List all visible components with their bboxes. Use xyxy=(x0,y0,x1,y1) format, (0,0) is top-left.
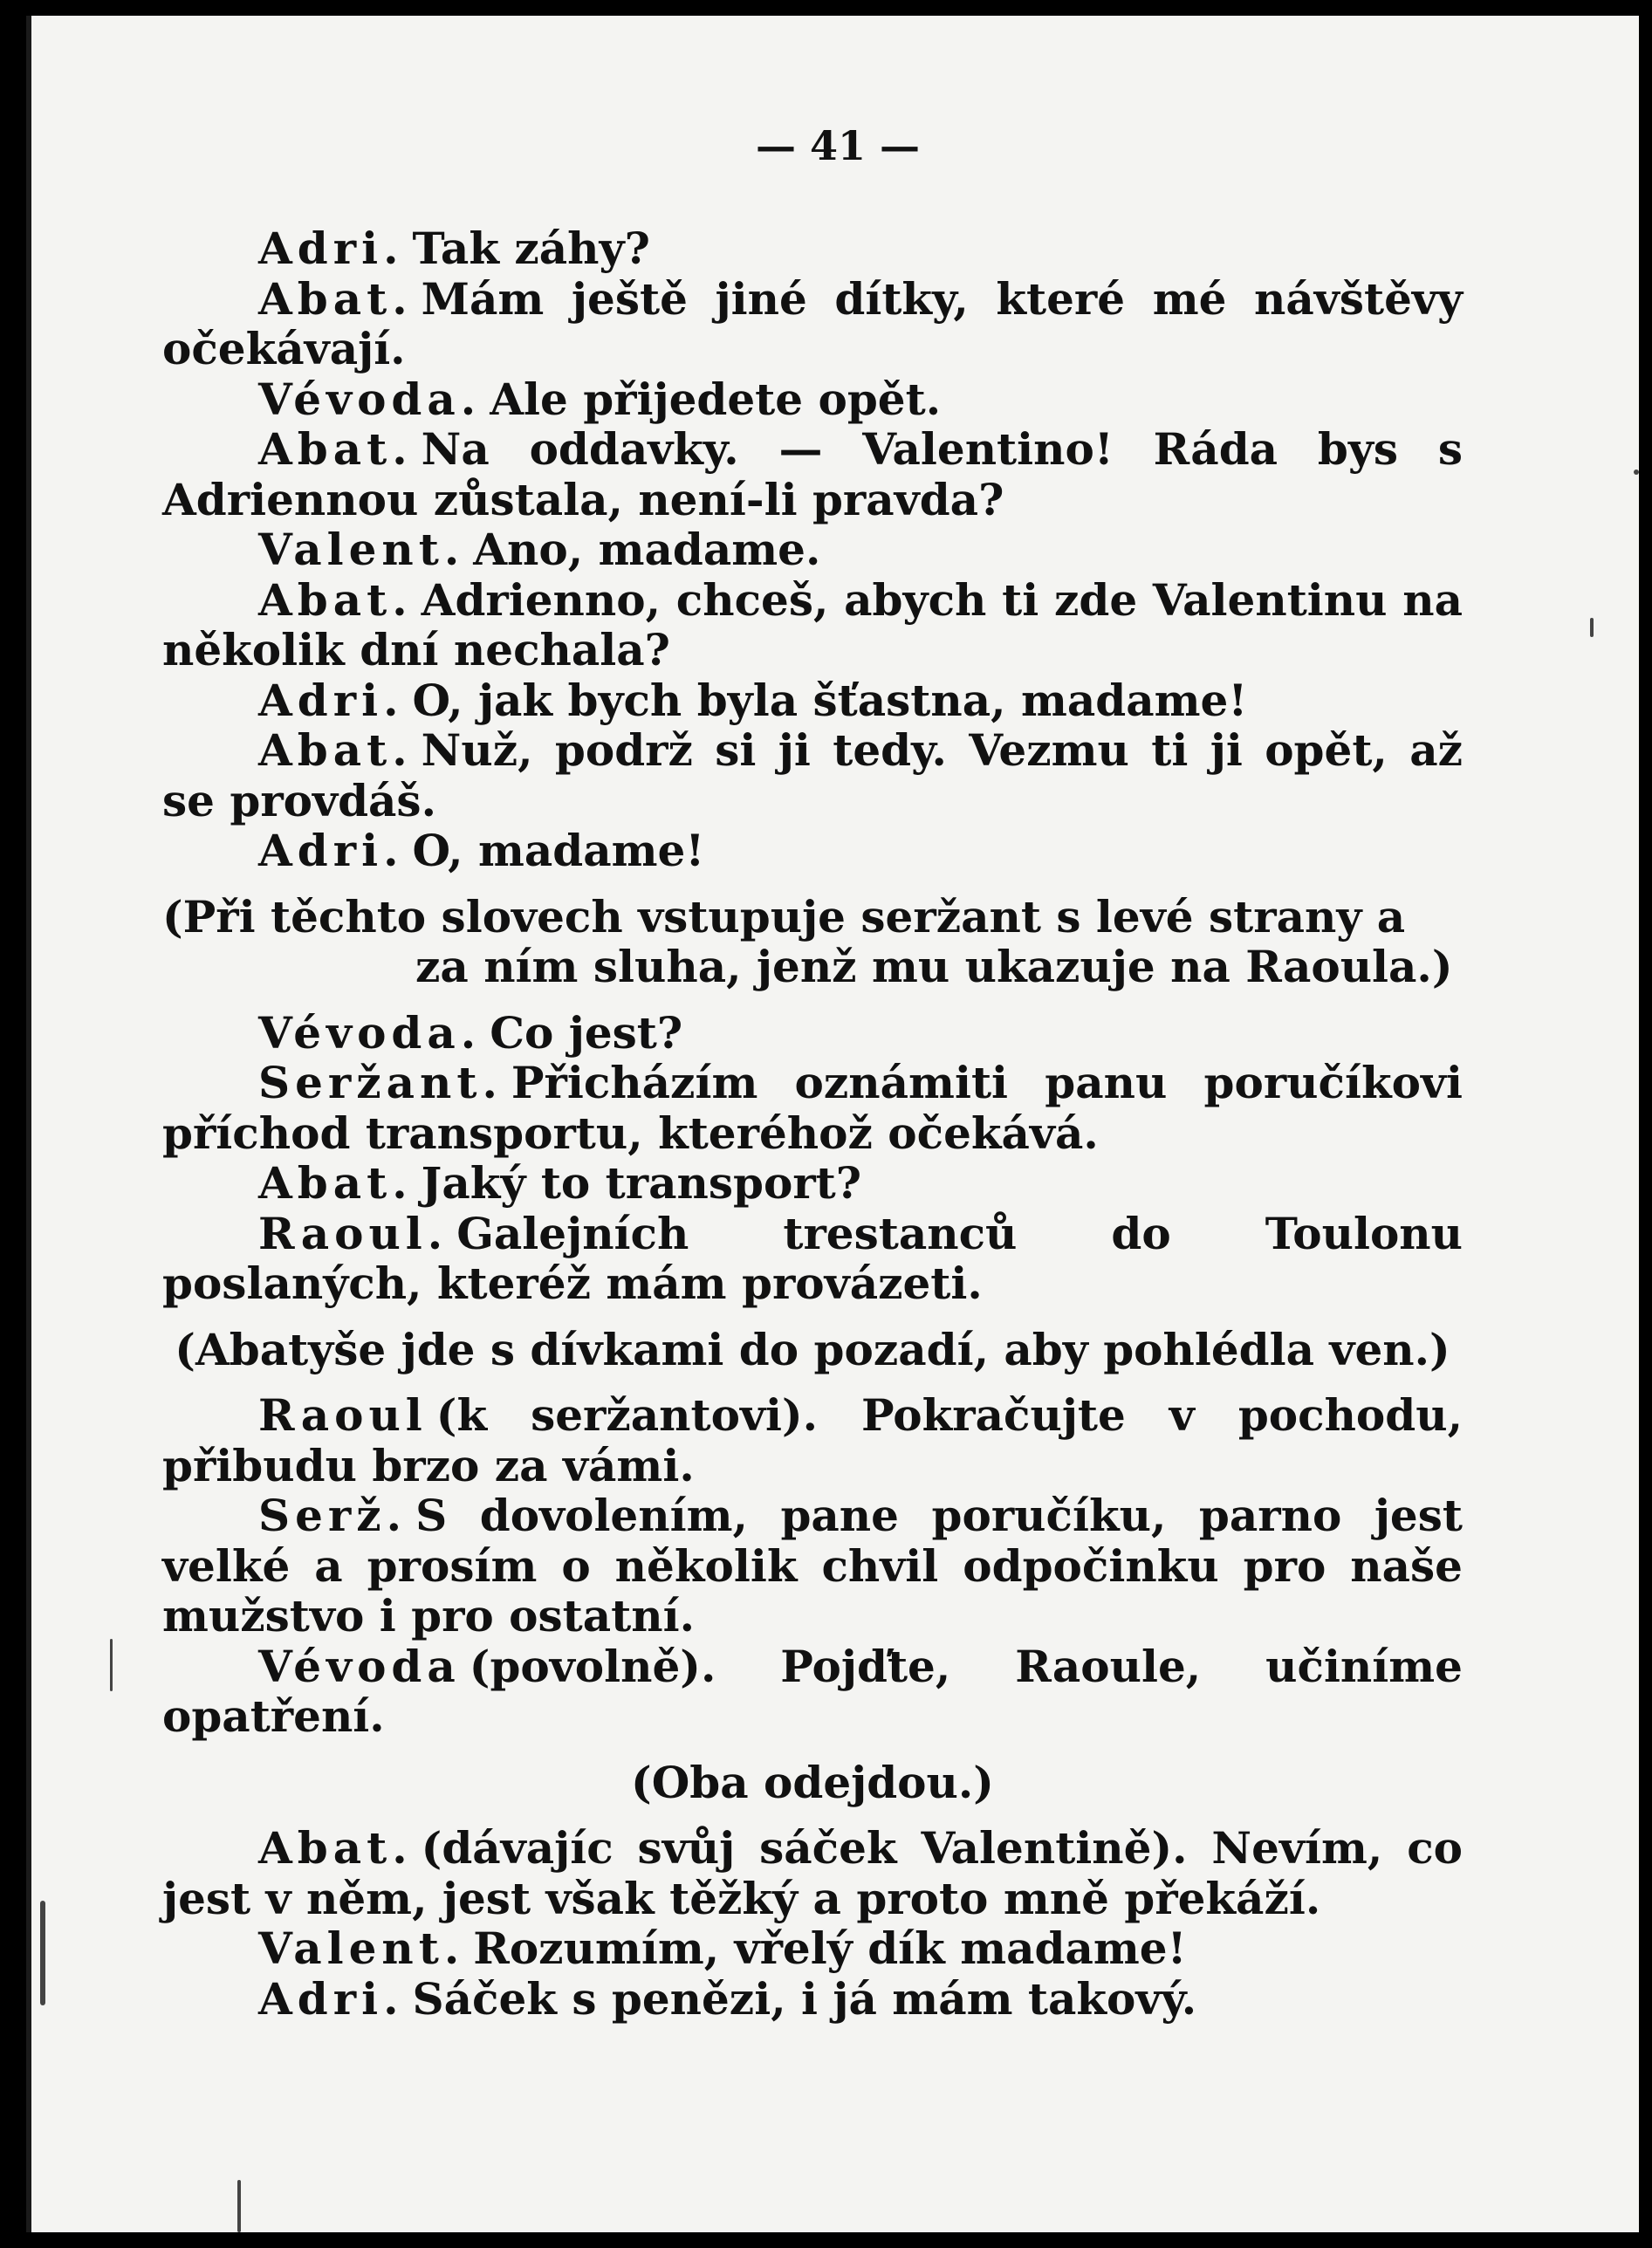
scan-speck xyxy=(1590,618,1594,637)
speaker-name: Abat. xyxy=(258,1157,413,1209)
speaker-name: Abat. xyxy=(258,573,413,626)
speech-text: S dovolením, pane poručíku, parno jest velké a prosím o několik chvil odpočinku pro naše mužstvo i pro ostatní. xyxy=(162,1490,1463,1641)
speech-line xyxy=(162,424,1463,524)
speech-line xyxy=(162,1209,1463,1309)
speech-text: Rozumím, vřelý dík madame! xyxy=(473,1922,1187,1974)
speech-line xyxy=(162,675,1463,726)
speaker-name: Abat. xyxy=(258,724,413,776)
speech-text: Nuž, podrž si ji tedy. Vezmu ti ji opět, až se provdáš. xyxy=(162,724,1463,826)
scan-speck xyxy=(110,1639,113,1691)
scan-speck xyxy=(1634,469,1639,475)
speech-text: Ano, madame. xyxy=(473,524,821,575)
speech-text: Jaký to transport? xyxy=(421,1157,862,1209)
speech-line xyxy=(162,1974,1463,2025)
speech-line xyxy=(162,374,1463,425)
speech-text: (k seržantovi). Pokračujte v pochodu, přibudu brzo za vámi. xyxy=(162,1389,1463,1491)
speech-line xyxy=(162,1641,1463,1742)
speech-line xyxy=(162,575,1463,675)
speaker-name: Seržant. xyxy=(258,1057,503,1108)
speech-text: Ale přijedete opět. xyxy=(490,373,942,425)
page-number: — 41 — xyxy=(755,122,921,169)
speech-line xyxy=(162,1158,1463,1209)
speech-text: Tak záhy? xyxy=(412,223,650,274)
speech-line xyxy=(162,274,1463,374)
scan-speck xyxy=(40,1901,45,2005)
speech-text: (dávajíc svůj sáček Valentině). Nevím, co jest v něm, jest však těžký a proto mně překáží. xyxy=(162,1822,1463,1924)
speech-text: Mám ještě jiné dítky, které mé návštěvy očekávají. xyxy=(162,272,1463,374)
speaker-name: Abat. xyxy=(258,423,413,475)
speaker-name: Adri. xyxy=(258,825,404,876)
speech-line xyxy=(162,1058,1463,1158)
speaker-name: Vévoda. xyxy=(258,373,482,425)
speech-text: (povolně). Pojďte, Raoule, učiníme opatření. xyxy=(162,1640,1463,1742)
speech-line xyxy=(162,1390,1463,1491)
speech-text: Adrienno, chceš, abych ti zde Valentinu na několik dní nechala? xyxy=(162,573,1463,675)
speech-line xyxy=(162,1008,1463,1059)
stage-direction: (Abatyše jde s dívkami do pozadí, aby pohlédla ven.) xyxy=(175,1323,1450,1375)
speech-text: Galejních trestanců do Toulonu poslaných, kteréž mám provázeti. xyxy=(162,1207,1463,1309)
speaker-name: Serž. xyxy=(258,1490,408,1541)
speech-line xyxy=(162,1823,1463,1923)
speaker-name: Vévoda xyxy=(258,1640,461,1692)
scan-speck xyxy=(237,2180,241,2232)
speaker-name: Raoul. xyxy=(258,1207,449,1259)
speech-line xyxy=(162,223,1463,274)
speech-line xyxy=(162,524,1463,575)
speaker-name: Adri. xyxy=(258,1972,404,2025)
speech-text: Sáček s penězi, i já mám takový. xyxy=(412,1972,1197,2025)
speech-line xyxy=(162,1923,1463,1974)
speech-line xyxy=(162,725,1463,826)
speech-text: Na oddavky. — Valentino! Ráda bys s Adriennou zůstala, není-li pravda? xyxy=(162,423,1463,525)
play-text xyxy=(162,223,1463,2024)
stage-direction: (Při těchto slovech vstupuje seržant s levé strany a za ním sluha, jenž mu ukazuje na Raoula.) xyxy=(162,890,1453,992)
speaker-name: Vévoda. xyxy=(258,1006,482,1059)
stage-direction: (Oba odejdou.) xyxy=(631,1756,994,1808)
speech-text: Přicházím oznámiti panu poručíkovi příchod transportu, kteréhož očekává. xyxy=(162,1057,1463,1159)
speaker-name: Adri. xyxy=(258,674,404,726)
speaker-name: Valent. xyxy=(258,1922,465,1974)
speech-text: O, jak bych byla šťastna, madame! xyxy=(412,674,1248,726)
speaker-name: Abat. xyxy=(258,272,413,325)
speaker-name: Raoul xyxy=(258,1389,428,1441)
speech-text: Co jest? xyxy=(490,1006,683,1059)
book-page xyxy=(26,16,1639,2232)
speech-line xyxy=(162,826,1463,876)
speaker-name: Abat. xyxy=(258,1822,413,1874)
speaker-name: Adri. xyxy=(258,223,404,274)
speaker-name: Valent. xyxy=(258,524,465,575)
speech-line xyxy=(162,1491,1463,1641)
speech-text: O, madame! xyxy=(412,825,705,876)
